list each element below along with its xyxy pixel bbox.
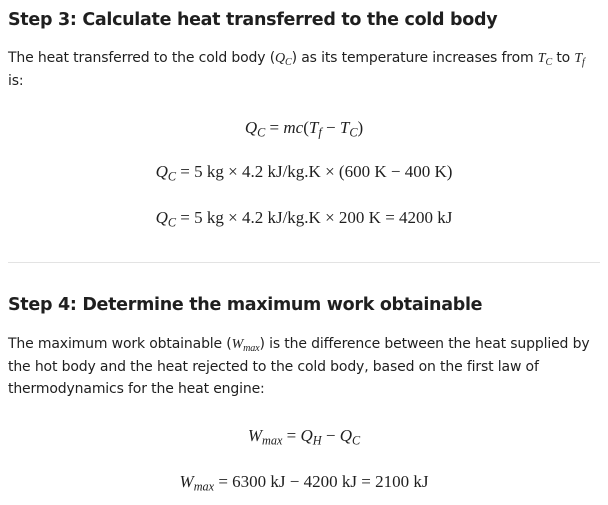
step3-text-b: ) as its temperature increases from [291, 50, 538, 66]
qc-symbol: $Q_C$ [275, 51, 292, 69]
step3-text-d: is: [8, 73, 24, 89]
tf-symbol: $T_f$ [574, 51, 585, 69]
step4-text-b: ) is the difference between the heat supplied by the hot body and the heat rejected to the cold body, based on the first law of thermodynamics for the heat engine: [8, 336, 590, 397]
tc-symbol: $T_C$ [537, 51, 553, 69]
step3-paragraph [8, 47, 600, 92]
step3-equation-1: $Q_C = mc(T_f - T_C)$ [244, 118, 364, 140]
wmax-symbol: $W_{max}$ [231, 337, 260, 355]
step3-section [8, 10, 600, 30]
step4-heading: Step 4: Determine the maximum work obtainable [8, 295, 483, 315]
section-divider [8, 262, 600, 263]
step4-paragraph [8, 333, 600, 400]
step4-text-a: The maximum work obtainable ( [8, 336, 232, 352]
step3-text-c: to [552, 50, 575, 66]
step3-equation-3: $Q_C = 5$ kg × 4.2 kJ/kg.K × 200 K = 4200 kJ [155, 208, 453, 230]
step3-text-a: The heat transferred to the cold body ( [8, 50, 276, 66]
step4-equation-1: $W_{max} = Q_H - Q_C$ [247, 426, 361, 448]
step3-heading: Step 3: Calculate heat transferred to the cold body [8, 10, 498, 30]
step4-equation-2: $W_{max} = 6300$ kJ − 4200 kJ = 2100 kJ [179, 472, 429, 494]
step3-equation-2: $Q_C = 5$ kg × 4.2 kJ/kg.K × (600 K − 400 K) [155, 162, 453, 184]
step4-section [8, 295, 600, 315]
